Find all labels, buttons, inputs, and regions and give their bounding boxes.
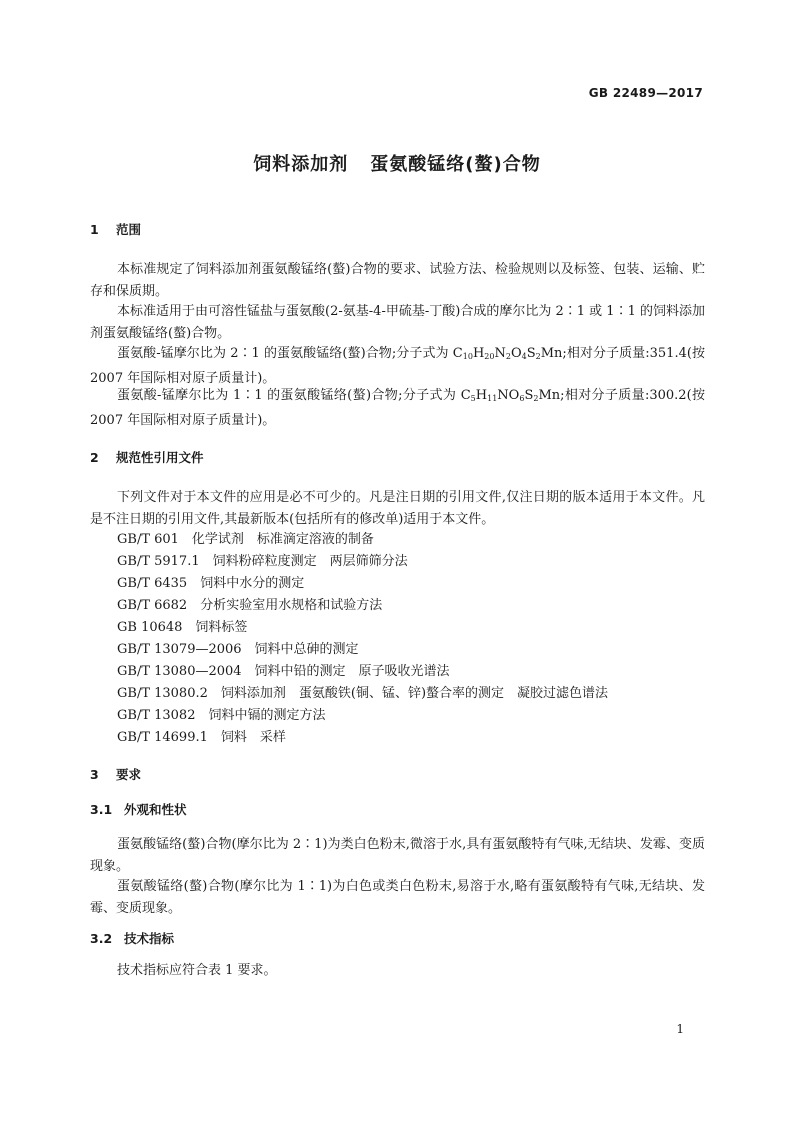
standard-number: GB 22489—2017 [588,86,703,100]
reference-item: GB/T 14699.1 饲料 采样 [117,730,286,745]
reference-item: GB/T 5917.1 饲料粉碎粒度测定 两层筛筛分法 [117,554,408,569]
paragraph: 本标准适用于由可溶性锰盐与蛋氨酸(2-氨基-4-甲硫基-丁酸)合成的摩尔比为 2∶1 或 1∶1 的饲料添加剂蛋氨酸锰络(螯)合物。 [90,304,705,341]
subsection-number: 3.1 [90,802,113,817]
paragraph: 蛋氨酸锰络(螯)合物(摩尔比为 2∶1)为类白色粉末,微溶于水,具有蛋氨酸特有气味,无结块、发霉、变质现象。 [90,837,705,874]
reference-item: GB 10648 饲料标签 [117,620,248,635]
section-number: 2 [90,450,99,465]
reference-item: GB/T 13079—2006 饲料中总砷的测定 [117,642,359,657]
reference-item: GB/T 6682 分析实验室用水规格和试验方法 [117,598,383,613]
subsection-heading-appearance [90,800,187,818]
paragraph-formula-2-1: 蛋氨酸-锰摩尔比为 2∶1 的蛋氨酸锰络(螯)合物;分子式为 $C_{10}H_{20}N_2O_4S_2Mn$;相对分子质量:351.4(按 2007 年国际相对原子质量计)。 [90,346,705,386]
reference-item: GB/T 13082 饲料中镉的测定方法 [117,708,326,723]
subsection-title: 外观和性状 [124,802,187,817]
paragraph: 蛋氨酸锰络(螯)合物(摩尔比为 1∶1)为白色或类白色粉末,易溶于水,略有蛋氨酸特有气味,无结块、发霉、变质现象。 [90,879,705,916]
subsection-title: 技术指标 [124,931,175,946]
reference-item: GB/T 6435 饲料中水分的测定 [117,576,305,591]
molecular-formula: $C_{10}H_{20}N_2O_4S_2Mn$ [452,346,563,361]
section-title: 范围 [116,222,142,237]
page-title [0,150,794,176]
section-number: 3 [90,767,99,782]
page-number: 1 [676,1022,684,1036]
section-heading-requirements [90,765,141,783]
paragraph: 下列文件对于本文件的应用是必不可少的。凡是注日期的引用文件,仅注日期的版本适用于本文件。凡是不注日期的引用文件,其最新版本(包括所有的修改单)适用于本文件。 [90,490,705,527]
section-heading-scope [90,220,141,238]
section-title: 规范性引用文件 [116,450,204,465]
reference-item: GB/T 601 化学试剂 标准滴定溶液的制备 [117,532,374,547]
section-heading-normative-references [90,448,204,466]
section-number: 1 [90,222,99,237]
paragraph-formula-1-1: 蛋氨酸-锰摩尔比为 1∶1 的蛋氨酸锰络(螯)合物;分子式为 $C_5H_{11}NO_6S_2Mn$;相对分子质量:300.2(按 2007 年国际相对原子质量计)。 [90,388,705,428]
title-part-1: 饲料添加剂 [253,154,349,175]
title-part-2: 蛋氨酸锰络(螯)合物 [370,154,541,175]
reference-item: GB/T 13080.2 饲料添加剂 蛋氨酸铁(铜、锰、锌)螯合率的测定 凝胶过滤色谱法 [117,686,609,701]
section-title: 要求 [116,767,142,782]
subsection-heading-technical-indicators [90,929,174,947]
reference-item: GB/T 13080—2004 饲料中铅的测定 原子吸收光谱法 [117,664,450,679]
molecular-formula: $C_5H_{11}NO_6S_2Mn$ [460,388,561,403]
paragraph: 技术指标应符合表 1 要求。 [117,963,277,978]
paragraph: 本标准规定了饲料添加剂蛋氨酸锰络(螯)合物的要求、试验方法、检验规则以及标签、包装、运输、贮存和保质期。 [90,262,705,299]
subsection-number: 3.2 [90,931,113,946]
